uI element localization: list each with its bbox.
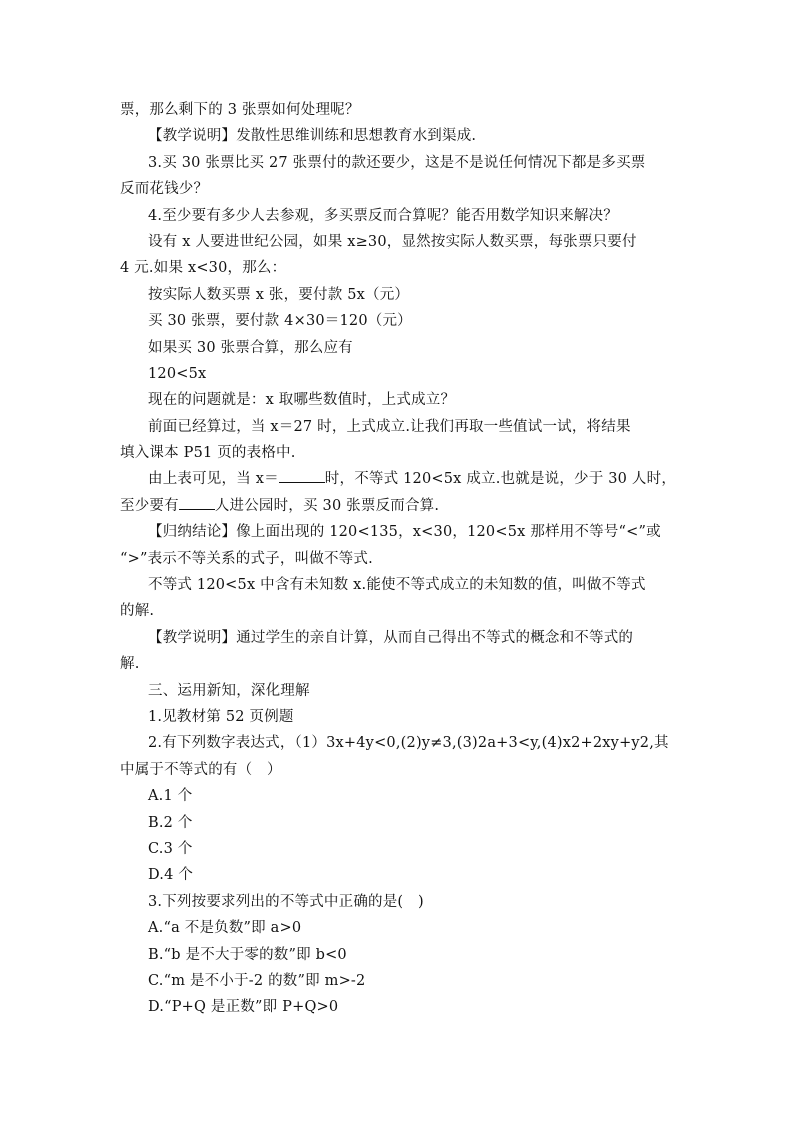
section-heading: 三、运用新知，深化理解 (148, 682, 310, 699)
conclusion-line: 【归纳结论】像上面出现的 120<135，x<30，120<5x 那样用不等号“<”或 (148, 524, 661, 541)
fill-blank-line-2 (120, 493, 680, 519)
option-d: D.“P+Q 是正数”即 P+Q>0 (148, 999, 339, 1016)
text-line: 填入课本 P51 页的表格中. (120, 445, 296, 462)
question-2-line: 2.有下列数字表达式，（1）3x+4y<0,(2)y≠3,(3)2a+3<y,(4)x2+2xy+y2,其 (148, 735, 669, 752)
text-line: 如果买 30 张票合算，那么应有 (148, 339, 353, 356)
definition-cont: 的解. (120, 603, 155, 620)
option-c: C.3 个 (148, 840, 193, 857)
blank-line-1-before: 由上表可见，当 x＝ (148, 471, 279, 488)
question-3-cont: 反而花钱少？ (120, 181, 209, 198)
option-b: B.“b 是不大于零的数”即 b<0 (148, 946, 347, 963)
option-d: D.4 个 (148, 867, 194, 884)
teaching-note: 【教学说明】通过学生的亲自计算，从而自己得出不等式的概念和不等式的 (148, 629, 634, 646)
option-a: A.1 个 (148, 788, 193, 805)
text-line: 票，那么剩下的 3 张票如何处理呢？ (120, 102, 360, 118)
definition-line: 不等式 120<5x 中含有未知数 x.能使不等式成立的未知数的值，叫做不等式 (148, 577, 646, 594)
question-2-cont: 中属于不等式的有（ ） (120, 761, 282, 778)
text-line: 买 30 张票，要付款 4×30＝120（元） (148, 313, 412, 330)
question-4-line: 4.至少要有多少人去参观，多买票反而合算呢？能否用数学知识来解决？ (148, 207, 618, 224)
example-ref: 1.见教材第 52 页例题 (148, 708, 294, 725)
blank-line-2-after: 人进公园时，买 30 张票反而合算. (214, 497, 440, 514)
text-line: 现在的问题就是：x 取哪些数值时，上式成立？ (148, 392, 456, 409)
answer-blank-2[interactable] (179, 494, 215, 510)
text-line: 设有 x 人要进世纪公园，如果 x≥30，显然按实际人数买票，每张票只要付 (148, 233, 637, 250)
fill-blank-line-1 (120, 466, 680, 492)
option-b: B.2 个 (148, 814, 193, 831)
question-3b-line: 3.下列按要求列出的不等式中正确的是( ) (148, 893, 424, 910)
document-body (120, 97, 680, 1021)
teaching-note: 【教学说明】发散性思维训练和思想教育水到渠成. (148, 128, 477, 145)
blank-line-2-before: 至少要有 (120, 497, 179, 514)
text-line: 前面已经算过，当 x＝27 时，上式成立.让我们再取一些值试一试，将结果 (148, 418, 631, 435)
inequality-expression: 120<5x (148, 365, 207, 382)
question-3-line: 3.买 30 张票比买 27 张票付的款还要少，这是不是说任何情况下都是多买票 (148, 154, 646, 171)
teaching-note-cont: 解. (120, 656, 140, 673)
text-line: 按实际人数买票 x 张，要付款 5x（元） (148, 286, 410, 303)
blank-line-1-after: 时，不等式 120<5x 成立.也就是说，少于 30 人时， (324, 471, 677, 488)
conclusion-cont: “>”表示不等关系的式子，叫做不等式. (120, 550, 373, 567)
answer-blank-1[interactable] (279, 467, 325, 483)
option-a: A.“a 不是负数”即 a>0 (148, 920, 302, 937)
text-line: 4 元.如果 x<30，那么： (120, 260, 287, 277)
option-c: C.“m 是不小于-2 的数”即 m>-2 (148, 972, 366, 989)
